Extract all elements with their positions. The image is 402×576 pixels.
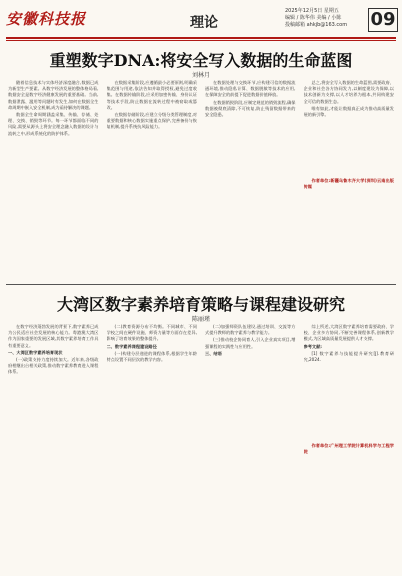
article2-col1 [8, 324, 99, 568]
section-title: 理论 [190, 15, 218, 31]
header-rule [6, 37, 396, 39]
subheading: 一、大湾区数字素养培育现状 [8, 349, 63, 355]
subheading: 三、结语 [205, 350, 222, 356]
paragraph: 在数据处理与交换环节,应构建可信的数据流通环境,推动隐私计算、数据脱敏等技术的应用,在保障安全的前提下促进数据价值释放。 [205, 80, 296, 98]
article1-col2 [107, 80, 198, 276]
issue-date: 2025年12月5日 星期五 [285, 8, 339, 14]
masthead [0, 0, 402, 40]
newspaper-logo: 安徽科技报 [6, 10, 87, 28]
paragraph: 随着信息技术与实体经济深度融合,数据已成为新型生产要素。从数字经济发展的整体格局看,数据安全是数字经济健康发展的重要基础。当前,数据泄露、滥用等问题时有发生,如何在数据全生命周期中嵌入安全机制,成为亟待解决的课题。 [8, 80, 99, 110]
paragraph: (二)加强师资队伍建设,通过培训、交流等方式提升教师的数字素养与教学能力。 [205, 324, 296, 336]
article1-byline: 刘林月 [191, 72, 210, 79]
reference-item: [1] 数字素养与技能提升研究[J].教育研究,2024. [303, 350, 394, 363]
article2-col2 [107, 324, 198, 568]
issue-meta [285, 8, 347, 29]
article-divider [6, 284, 396, 285]
article2-col3 [205, 324, 296, 568]
paragraph: (二)教育资源分布不均衡。不同城市、不同学校之间在硬件设施、师资力量等方面存在差异,影响了培育效果的整体提升。 [106, 324, 197, 342]
subheading: 二、数字素养课程建设路径 [106, 343, 157, 349]
paragraph: (一)政策支持力度持续加大。近年来,各级政府相继出台相关政策,推动数字素养教育进入课程体系。 [8, 357, 99, 375]
paragraph: 数据全生命周期涵盖采集、传输、存储、处理、交换、销毁等环节。每一环节都面临不同的风险,需要从源头上将安全理念融入数据的设计与流转之中,形成系统化的防护体系。 [8, 112, 99, 136]
article1-col3 [205, 80, 296, 276]
paragraph: 在数据存储阶段,应建立分级分类管理制度,对重要数据和核心数据实施重点保护,完善备份与恢复机制,提升系统抗风险能力。 [106, 112, 197, 130]
issue-editors: 编辑 / 陈华伟 美编 / 小陈 [285, 15, 342, 21]
paragraph: (三)推动校企协同育人,引入企业真实项目,增强课程的实践性与应用性。 [205, 337, 296, 349]
article1-body [8, 80, 394, 276]
paragraph: 综上所述,大湾区数字素养培育需要政府、学校、企业多方协同,不断完善课程体系,创新教学模式,为区域高质量发展提供人才支撑。 [303, 324, 394, 342]
page-number: 09 [368, 8, 398, 32]
paragraph: 在数据采集阶段,应遵循最小必要原则,明确采集范围与用途,依法告知并取得授权,避免过度收集。在数据传输阶段,应采用加密传输、身份认证等技术手段,防止数据在流转过程中被窃取或篡改。 [106, 80, 197, 110]
article1-author-note: 作者单位:新疆乌鲁木齐大学(深圳)云南出版传媒 [303, 178, 394, 190]
header-rule-thin [6, 40, 396, 41]
article2-title: 大湾区数字素养培育策略与课程建设研究 [56, 295, 345, 314]
paragraph: 唯有如此,才能让数据真正成为推动高质量发展的新引擎。 [303, 105, 394, 118]
article1-col1 [8, 80, 99, 276]
article2-byline: 陈丽瑾 [191, 316, 210, 323]
article1-title: 重塑数字DNA:将安全写入数据的生命蓝图 [49, 51, 353, 70]
article1-col4 [304, 80, 395, 276]
paragraph: (一)构建分层递进的课程体系,根据学生年龄特点设置不同层次的教学内容。 [106, 350, 197, 363]
paragraph: 总之,将安全写入数据的生命蓝图,需要政府、企业和社会各方协同发力,以制度建设为保障,以技术创新为支撑,以人才培养为根本,共同构建安全可信的数据生态。 [303, 80, 394, 104]
paragraph: 在数据销毁阶段,应制定规范的销毁流程,确保数据被彻底清除,不可恢复,防止残留数据带来的安全隐患。 [205, 99, 296, 118]
article2-author-note: 作者单位:广州理工学院计算机科学与工程学院 [303, 443, 394, 455]
issue-email: 投稿邮箱 ahkjb@163.com [285, 22, 348, 28]
article2-col4 [304, 324, 395, 568]
references-heading: 参考文献: [303, 343, 322, 349]
article2-body [8, 324, 394, 568]
paragraph: 在数字经济蓬勃发展的背景下,数字素养已成为公民适应社会发展的核心能力。粤港澳大湾区作为国家重要的发展区域,其数字素养培育工作具有重要意义。 [8, 324, 99, 348]
